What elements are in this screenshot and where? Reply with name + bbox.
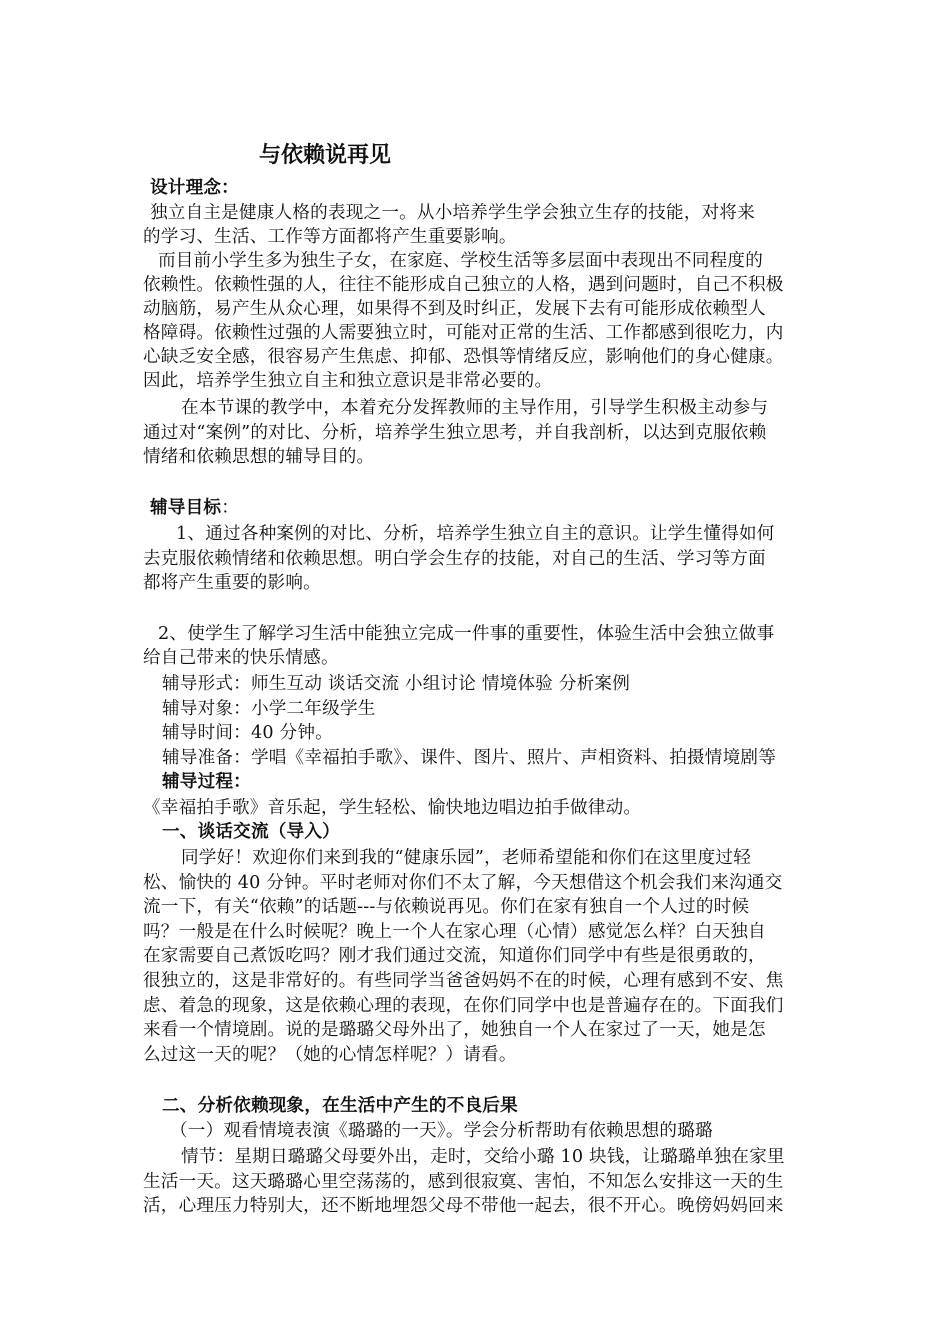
process-heading: 辅导过程： [162, 772, 251, 792]
paragraph-line: 情节：星期日璐璐父母要外出，走时，交给小璐 10 块钱，让璐璐单独在家里 [181, 1147, 785, 1167]
paragraph-line: 很独立的，这是非常好的。有些同学当爸爸妈妈不在的时候，心理有感到不安、焦 [143, 971, 784, 991]
guidance-form: 辅导形式：师生互动 谈话交流 小组讨论 情境体验 分析案例 [162, 674, 631, 694]
paragraph-line: 同学好！欢迎你们来到我的“健康乐园”，老师希望能和你们在这里度过轻 [181, 848, 751, 868]
page-title: 与依赖说再见 [259, 143, 392, 168]
goals-heading-text: 辅导目标 [150, 498, 222, 518]
paragraph-line: 吗？一般是在什么时候呢？晚上一个人在家心理（心情）感觉怎么样？白天独自 [143, 922, 766, 942]
paragraph-line: 虑、着急的现象，这是依赖心理的表现，在你们同学中也是普遍存在的。下面我们 [143, 996, 784, 1016]
paragraph-line: 动脑筋，易产生从众心理，如果得不到及时纠正，发展下去有可能形成依赖型人 [143, 299, 766, 319]
guidance-target: 辅导对象：小学二年级学生 [162, 699, 376, 719]
paragraph-line: 活，心理压力特别大，还不断地埋怨父母不带他一起去，很不开心。晚傍妈妈回来 [143, 1196, 784, 1216]
section2-subheading: （一）观看情境表演《璐璐的一天》。学会分析帮助有依赖思想的璐璐 [170, 1121, 713, 1141]
paragraph-line: 2、使学生了解学习生活中能独立完成一件事的重要性，体验生活中会独立做事 [158, 624, 775, 644]
section2-heading: 二、分析依赖现象，在生活中产生的不良后果 [162, 1096, 518, 1116]
paragraph-line: 来看一个情境剧。说的是璐璐父母外出了，她独自一个人在家过了一天，她是怎 [143, 1020, 766, 1040]
paragraph-line: 心缺乏安全感，很容易产生焦虑、抑郁、恐惧等情绪反应，影响他们的身心健康。 [143, 347, 784, 367]
paragraph-line: 情绪和依赖思想的辅导目的。 [143, 447, 375, 467]
paragraph-line: 的学习、生活、工作等方面都将产生重要影响。 [143, 227, 517, 247]
paragraph-line: 因此，培养学生独立自主和独立意识是非常必要的。 [143, 371, 553, 391]
paragraph-line: 么过这一天的呢？（她的心情怎样呢？）请看。 [143, 1045, 517, 1065]
paragraph-line: 在本节课的教学中，本着充分发挥教师的主导作用，引导学生积极主动参与 [181, 398, 769, 418]
paragraph-line: 给自己带来的快乐情感。 [143, 648, 339, 668]
paragraph-line: 都将产生重要的影响。 [143, 573, 321, 593]
paragraph-line: 格障碍。依赖性过强的人需要独立时，可能对正常的生活、工作都感到很吃力，内 [143, 323, 784, 343]
paragraph-line: 在家需要自己煮饭吃吗？刚才我们通过交流，知道你们同学中有些是很勇敢的， [143, 946, 766, 966]
paragraph-line: 而目前小学生多为独生子女，在家庭、学校生活等多层面中表现出不同程度的 [158, 251, 763, 271]
goals-heading [150, 496, 239, 520]
paragraph-line: 去克服依赖情绪和依赖思想。明白学会生存的技能，对自己的生活、学习等方面 [143, 549, 766, 569]
paragraph-line: 通过对“案例”的对比、分析，培养学生独立思考，并自我剖析，以达到克服依赖 [143, 423, 767, 443]
music-line: 《幸福拍手歌》音乐起，学生轻松、愉快地边唱边拍手做律动。 [143, 798, 642, 818]
paragraph-line: 松、愉快的 40 分钟。平时老师对你们不太了解，今天想借这个机会我们来沟通交 [143, 873, 783, 893]
design-concept-heading: 设计理念： [150, 178, 239, 198]
guidance-time: 辅导时间：40 分钟。 [162, 723, 333, 743]
paragraph-line: 1、通过各种案例的对比、分析，培养学生独立自主的意识。让学生懂得如何 [176, 524, 775, 544]
section1-heading: 一、谈话交流（导入） [162, 822, 340, 842]
paragraph-line: 生活一天。这天璐璐心里空荡荡的，感到很寂寞、害怕，不知怎么安排这一天的生 [143, 1172, 784, 1192]
goals-heading-colon: ： [221, 498, 239, 518]
paragraph-line: 流一下，有关“依赖”的话题---与依赖说再见。你们在家有独自一个人过的时候 [143, 897, 750, 917]
paragraph-line: 独立自主是健康人格的表现之一。从小培养学生学会独立生存的技能，对将来 [150, 203, 755, 223]
paragraph-line: 依赖性。依赖性强的人，往往不能形成自己独立的人格，遇到问题时，自己不积极 [143, 275, 784, 295]
guidance-prep: 辅导准备：学唱《幸福拍手歌》、课件、图片、照片、声相资料、拍摄情境剧等 [162, 748, 776, 768]
